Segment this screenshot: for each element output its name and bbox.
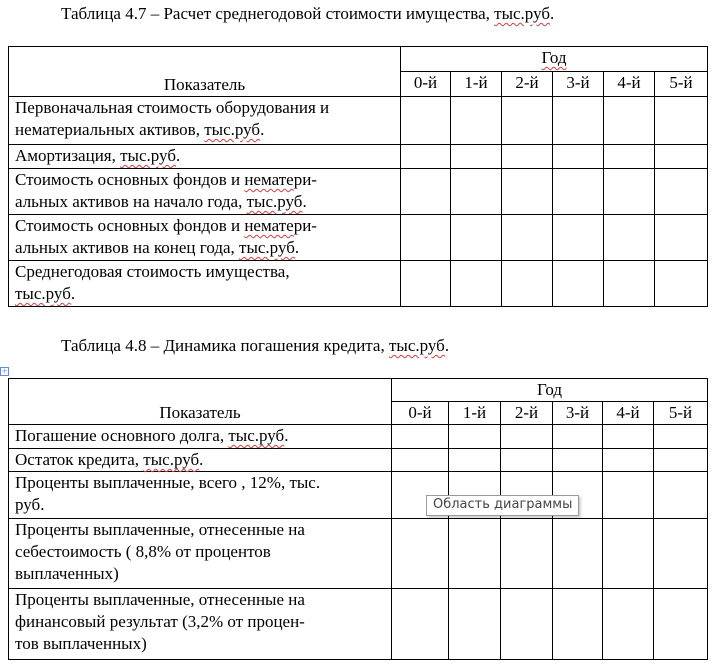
year-col-5: 5-й [654, 402, 708, 425]
chart-area-tooltip: Область диаграммы [426, 495, 579, 516]
row-label: Стоимость основных фондов и нематери- альных активов на начало года, тыс.руб. [9, 169, 401, 215]
row-label: Проценты выплаченные, всего , 12%, тыс. руб. [9, 472, 392, 519]
table-row [9, 215, 708, 261]
table-row [9, 169, 708, 215]
year-col-4: 4-й [603, 402, 654, 425]
table-row [9, 425, 708, 449]
table-row [9, 261, 708, 307]
header-indicator: Показатель [9, 379, 392, 425]
header-year: Год [401, 47, 708, 72]
table-row [9, 449, 708, 472]
row-label: Проценты выплаченные, отнесенные на финансовый результат (3,2% от процен- тов выплаченных) [9, 589, 392, 660]
table-row [9, 589, 708, 660]
row-label: Первоначальная стоимость оборудования и нематериальных активов, тыс.руб. [9, 97, 401, 145]
row-label: Амортизация, тыс.руб. [9, 145, 401, 169]
table2-caption: Таблица 4.8 – Динамика погашения кредита, тыс.руб. [61, 336, 450, 355]
year-col-4: 4-й [604, 72, 655, 97]
year-col-2: 2-й [501, 402, 553, 425]
header-year: Год [392, 379, 708, 402]
row-label: Стоимость основных фондов и нематери- альных активов на конец года, тыс.руб. [9, 215, 401, 261]
row-label: Среднегодовая стоимость имущества, тыс.руб. [9, 261, 401, 307]
table1-caption: Таблица 4.7 – Расчет среднегодовой стоимости имущества, тыс.руб. [61, 4, 555, 23]
table-row [9, 472, 708, 519]
year-col-2: 2-й [502, 72, 553, 97]
row-label: Погашение основного долга, тыс.руб. [9, 425, 392, 449]
table-row [9, 519, 708, 589]
property-cost-table [8, 46, 708, 307]
credit-repayment-table [8, 378, 708, 660]
header-indicator: Показатель [9, 47, 401, 97]
year-col-1: 1-й [451, 72, 502, 97]
year-col-1: 1-й [449, 402, 501, 425]
year-col-5: 5-й [655, 72, 708, 97]
year-col-3: 3-й [553, 72, 604, 97]
table-row [9, 97, 708, 145]
row-label: Проценты выплаченные, отнесенные на себестоимость ( 8,8% от процентов выплаченных) [9, 519, 392, 589]
move-anchor-icon[interactable]: + [1, 367, 8, 375]
row-label: Остаток кредита, тыс.руб. [9, 449, 392, 472]
year-col-0: 0-й [401, 72, 451, 97]
table-row [9, 145, 708, 169]
year-col-3: 3-й [553, 402, 603, 425]
year-col-0: 0-й [392, 402, 449, 425]
